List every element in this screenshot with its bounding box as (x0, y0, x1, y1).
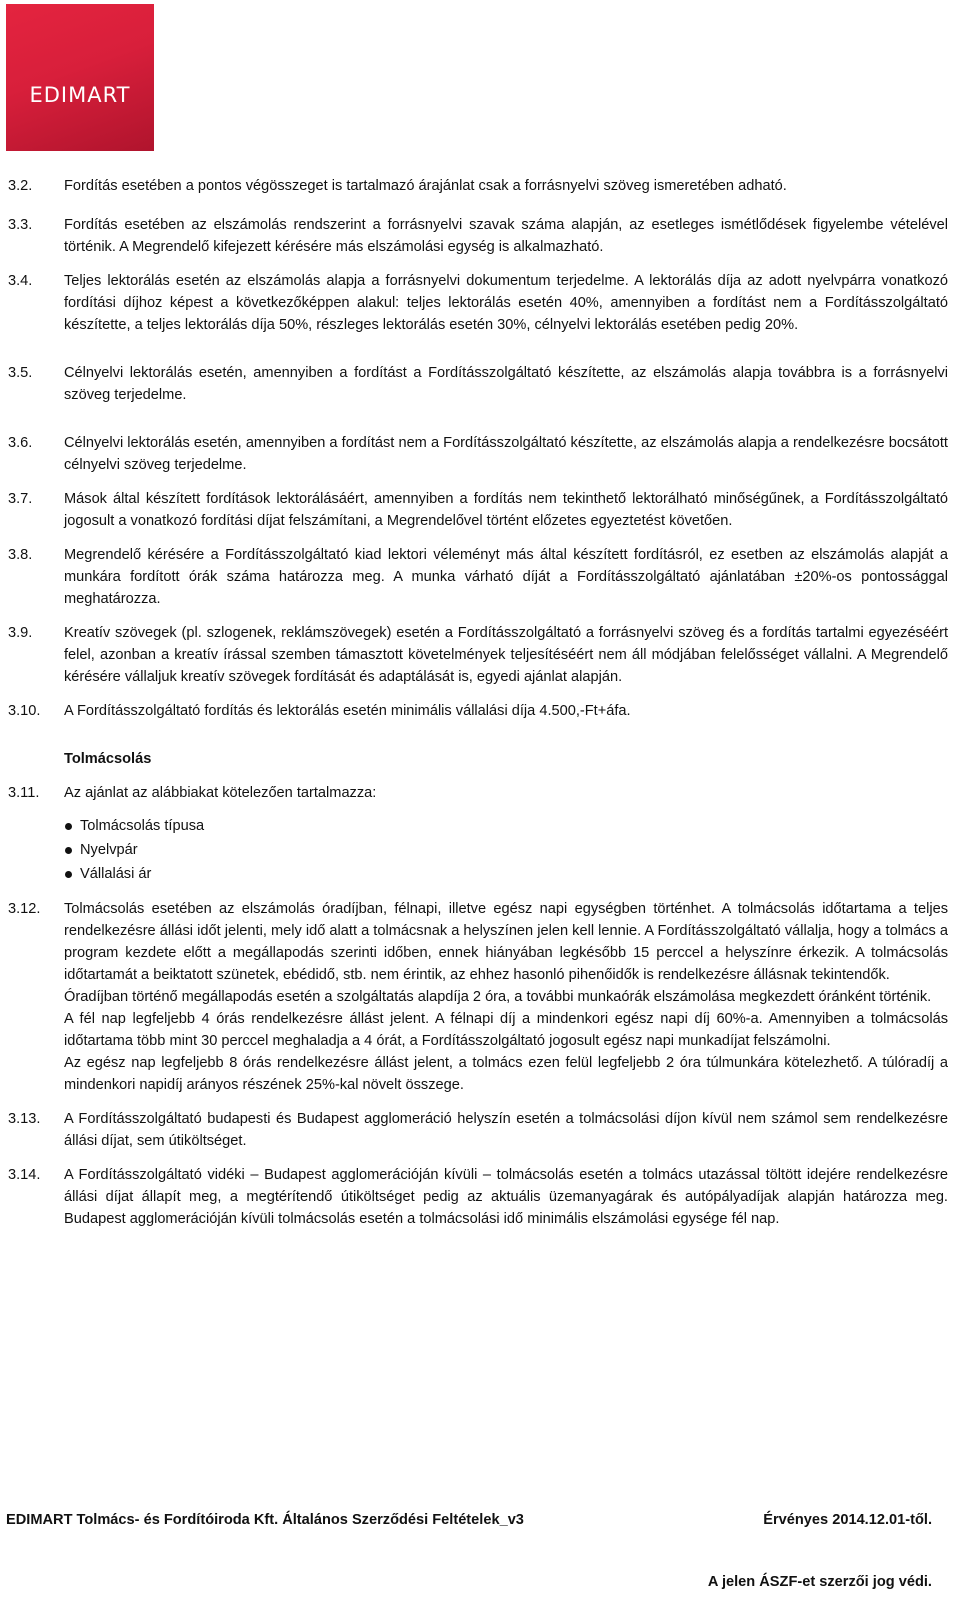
clause-paragraph: A fél nap legfeljebb 4 órás rendelkezésre állást jelent. A félnapi díj a mindenkori egész napi díj 60%-a. Amennyiben a tolmácsolás időtartama több mint 30 perccel meghaladja a 4 órát, a Fordításszolgáltató jogosult egész napi munkadíjat felszámolni. (64, 1011, 948, 1049)
list-item (64, 838, 948, 862)
clause-text: Az ajánlat az alábbiakat kötelezően tartalmazza: (64, 785, 377, 801)
bullet-icon (65, 871, 72, 878)
clause-number: 3.3. (8, 217, 33, 233)
clause-number: 3.5. (8, 365, 33, 381)
list-item (64, 862, 948, 886)
clause-paragraph: Az egész nap legfeljebb 8 órás rendelkezésre állást jelent, a tolmács ezen felül legfeljebb 2 óra túlmunkára kötelezhető. A túlóradíj a mindenkori napidíj arányos részének 25%-kal növelt összege. (64, 1055, 948, 1093)
clause-number: 3.14. (8, 1167, 41, 1183)
clause-3-7 (8, 488, 948, 532)
clause-number: 3.9. (8, 625, 33, 641)
clause-number: 3.11. (8, 785, 40, 801)
clause-text: A Fordításszolgáltató vidéki – Budapest agglomerációján kívüli – tolmácsolás esetén a tolmács utazással töltött idejére rendelkezésre állási díjat állapít meg, a megtérítendő útiköltséget pedig az aktuális üzemanyagárak és autópályadíjak alapján határozza meg. Budapest agglomerációján kívüli tolmácsolás esetén a tolmácsolási idő minimális elszámolási egysége fél nap. (64, 1167, 948, 1227)
footer-document-title: EDIMART Tolmács- és Fordítóiroda Kft. Általános Szerződési Feltételek_v3 (6, 1512, 524, 1528)
clause-number: 3.8. (8, 547, 33, 563)
clause-3-8 (8, 544, 948, 610)
clause-text: Teljes lektorálás esetén az elszámolás alapja a forrásnyelvi dokumentum terjedelme. A lektorálás díja az adott nyelvpárra vonatkozó fordítási díjhoz képest a következőképpen alakul: teljes lektorálás esetén 40%, amennyiben a fordítást nem a Fordításszolgáltató készítette, a teljes lektorálás díja 50%, részleges lektorálás esetén 30%, célnyelvi lektorálás esetében pedig 20%. (64, 273, 948, 333)
clause-3-13 (8, 1108, 948, 1152)
clause-3-3 (8, 214, 948, 258)
clause-text: Kreatív szövegek (pl. szlogenek, reklámszövegek) esetén a Fordításszolgáltató a forrásnyelvi szöveg és a fordítás tartalmi egyezéséért felel, azonban a kreatív írással szemben támasztott követelmények teljesítéséért nem áll módjában felelősséget vállalni. A Megrendelő kérésére vállaljuk kreatív szövegek fordítását és adaptálását is, egyedi ajánlat alapján. (64, 625, 948, 685)
clause-3-6 (8, 432, 948, 476)
list-item (64, 814, 948, 838)
clause-paragraph: Tolmácsolás esetében az elszámolás óradíjban, félnapi, illetve egész napi egységben történhet. A tolmácsolás időtartama a teljes rendelkezésre állási időt jelenti, mely idő alatt a tolmácsnak a helyszínen jelen kell lennie. A Fordításszolgáltató vállalja, hogy a tolmács a program kezdete előtt a megállapodás szerinti időben, ennek hiányában legkésőbb 15 perccel a helyszínre érkezik. A tolmácsolás időtartamát a beiktatott szünetek, ebédidő, stb. nem érintik, az ehhez hasonló pihenőidők is rendelkezésre állásnak tekintendők. (64, 901, 948, 983)
clause-number: 3.4. (8, 273, 33, 289)
clause-text: Mások által készített fordítások lektorálásáért, amennyiben a fordítás nem tekinthető lektorálható minőségűnek, a Fordításszolgáltató jogosult a vonatkozó fordítási díjat felszámítani, a Megrendelővel történt előzetes egyeztetést követően. (64, 491, 948, 529)
clause-paragraph: Óradíjban történő megállapodás esetén a szolgáltatás alapdíja 2 óra, a további munkaórák elszámolása megkezdett óránként történik. (64, 989, 932, 1005)
clause-3-14 (8, 1164, 948, 1230)
clause-3-11 (8, 782, 948, 804)
clause-3-5 (8, 362, 948, 406)
section-title: Tolmácsolás (64, 751, 152, 767)
footer-validity: Érvényes 2014.12.01-től. (763, 1512, 932, 1528)
clause-number: 3.13. (8, 1111, 41, 1127)
clause-3-2 (8, 175, 948, 197)
clause-text: Célnyelvi lektorálás esetén, amennyiben a fordítást a Fordításszolgáltató készítette, az elszámolás alapja továbbra is a forrásnyelvi szöveg terjedelme. (64, 365, 948, 403)
clause-number: 3.12. (8, 901, 41, 917)
bullet-icon (65, 823, 72, 830)
list-item-text: Tolmácsolás típusa (80, 818, 205, 834)
clause-3-4 (8, 270, 948, 336)
list-item-text: Vállalási ár (80, 866, 152, 882)
clause-number: 3.6. (8, 435, 33, 451)
clause-text (64, 898, 948, 1096)
clause-number: 3.10. (8, 703, 41, 719)
required-items-list (64, 814, 948, 886)
clause-text: A Fordításszolgáltató budapesti és Budapest agglomeráció helyszín esetén a tolmácsolási díjon kívül nem számol sem rendelkezésre állási díjat, sem útiköltséget. (64, 1111, 948, 1149)
document-body (8, 175, 948, 1230)
list-item-text: Nyelvpár (80, 842, 138, 858)
clause-text: Célnyelvi lektorálás esetén, amennyiben a fordítást nem a Fordításszolgáltató készítette, az elszámolás alapja a rendelkezésre bocsátott célnyelvi szöveg terjedelme. (64, 435, 948, 473)
clause-text: Fordítás esetében a pontos végösszeget is tartalmazó árajánlat csak a forrásnyelvi szöveg ismeretében adható. (64, 178, 787, 194)
logo-text: EDIMART (29, 83, 131, 107)
clause-3-10 (8, 700, 948, 722)
footer-copyright: A jelen ÁSZF-et szerzői jog védi. (707, 1574, 932, 1590)
bullet-icon (65, 847, 72, 854)
edimart-logo (6, 4, 154, 151)
clause-text: A Fordításszolgáltató fordítás és lektorálás esetén minimális vállalási díja 4.500,-Ft+áfa. (64, 703, 631, 719)
clause-text: Fordítás esetében az elszámolás rendszerint a forrásnyelvi szavak száma alapján, az esetleges ismétlődések figyelembe vételével történik. A Megrendelő kifejezett kérésére más elszámolási egység is alkalmazható. (64, 217, 948, 255)
clause-text: Megrendelő kérésére a Fordításszolgáltató kiad lektori véleményt más által készített fordításról, ez esetben az elszámolás alapját a munkára fordított órák száma határozza meg. A munka várható díját a Fordításszolgáltató ajánlatában ±20%-os pontossággal meghatározza. (64, 547, 948, 607)
clause-3-9 (8, 622, 948, 688)
clause-number: 3.7. (8, 491, 33, 507)
clause-number: 3.2. (8, 178, 33, 194)
clause-3-12 (8, 898, 948, 1096)
